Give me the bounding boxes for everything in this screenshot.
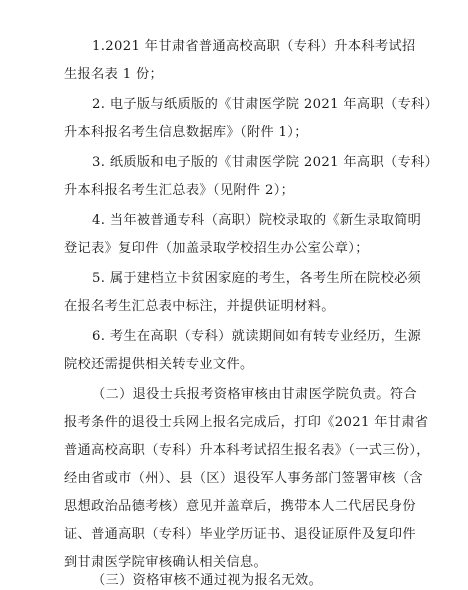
- text-line: 登记表》复印件（加盖录取学校招生办公室公章）；: [64, 241, 369, 256]
- text-line: 证、普通高职（专科）毕业学历证书、退役证原件及复印件: [64, 527, 416, 542]
- text-line: 思想政治品德考核）意见并盖章后，携带本人二代居民身份: [64, 499, 416, 514]
- text-line: 4. 当年被普通专科（高职）院校录取的《新生录取简明: [92, 213, 422, 228]
- text-line: 1.2021 年甘肃省普通高校高职（专科）升本科考试招: [92, 39, 416, 54]
- text-line: 6. 考生在高职（专科）就读期间如有转专业经历，生源: [92, 329, 422, 344]
- text-line: 报考条件的退役士兵网上报名完成后，打印《2021 年甘肃省: [64, 415, 429, 430]
- text-line: 到甘肃医学院审核确认相关信息。: [64, 555, 268, 570]
- text-line: 升本科报名考生汇总表》（见附件 2）；: [64, 183, 295, 198]
- text-line: 2. 电子版与纸质版的《甘肃医学院 2021 年高职（专科）: [92, 97, 439, 112]
- text-line: 升本科报名考生信息数据库》（附件 1）；: [64, 125, 308, 140]
- text-line: （三）资格审核不通过视为报名无效。: [92, 573, 323, 588]
- text-line: 经由省或市（州）、县（区）退役军人事务部门签署审核（含: [64, 471, 423, 486]
- text-line: 在报名考生汇总表中标注，并提供证明材料。: [64, 299, 335, 314]
- text-line: 5. 属于建档立卡贫困家庭的考生，各考生所在院校必须: [92, 271, 422, 286]
- text-line: 生报名表 1 份；: [64, 67, 164, 82]
- text-line: 院校还需提供相关转专业文件。: [64, 357, 254, 372]
- text-line: 3. 纸质版和电子版的《甘肃医学院 2021 年高职（专科）: [92, 155, 439, 170]
- text-line: 普通高校高职（专科）升本科考试招生报名表》（一式三份），: [64, 443, 430, 458]
- text-line: （二）退役士兵报考资格审核由甘肃医学院负责。符合: [92, 387, 417, 402]
